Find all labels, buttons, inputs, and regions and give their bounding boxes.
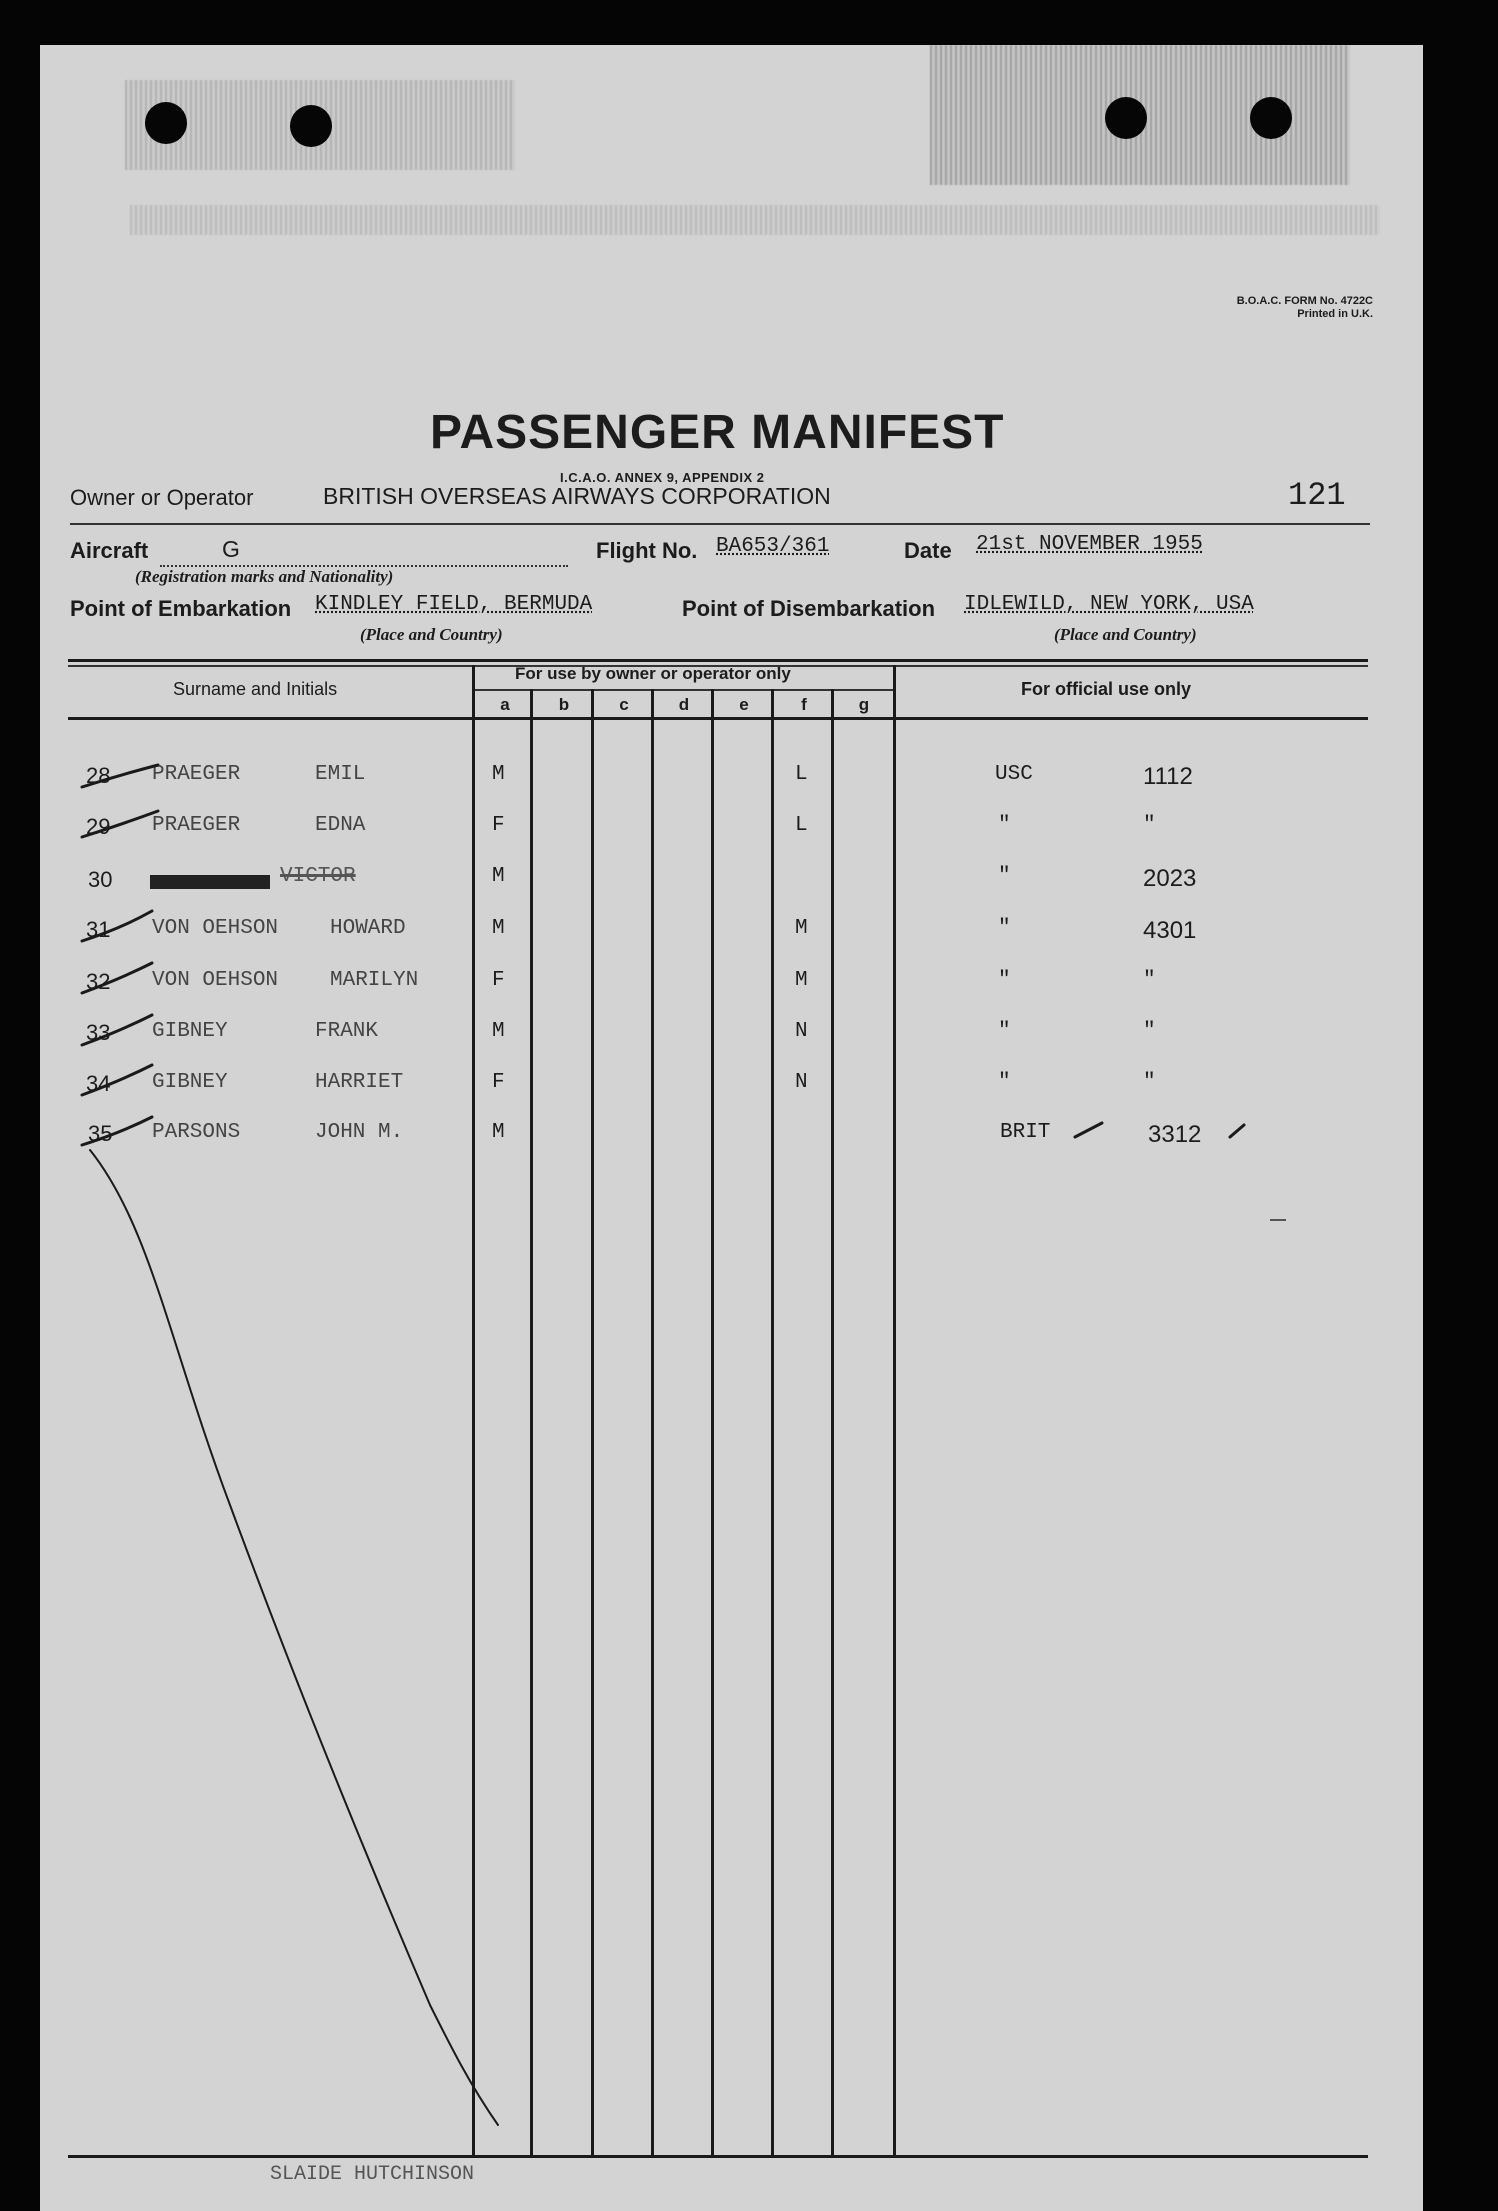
col-f-value: N [795,1071,808,1094]
col-b-header: b [558,695,570,714]
given-name: EMIL [315,763,366,786]
strike-mark-34 [82,1065,152,1095]
diagonal-line [90,1150,498,2125]
strike-mark-29 [82,811,158,837]
tick-3312 [1230,1125,1244,1137]
page-title: PASSENGER MANIFEST [430,406,1005,459]
official-code: 1112 [1143,763,1193,790]
strike-mark-33 [82,1015,152,1045]
row-number: 28 [86,763,111,788]
official-code: " [1143,814,1156,837]
col-a-value: M [492,763,505,786]
official-header: For official use only [1021,679,1192,699]
embarkation-value: KINDLEY FIELD, BERMUDA [315,593,593,616]
official-nationality: USC [995,763,1033,786]
surname: PRAEGER [152,814,241,837]
surname: GIBNEY [152,1020,228,1043]
official-code: " [1143,969,1156,992]
row-number: 33 [86,1020,111,1045]
registration-caption: (Registration marks and Nationality) [135,567,394,586]
disembarkation-caption: (Place and Country) [1054,625,1197,644]
surname: VON OEHSON [152,917,279,940]
row-number: 30 [88,867,113,892]
row-number: 32 [86,969,111,994]
manifest-sheet [40,45,1423,2211]
col-f-value: M [795,917,808,940]
given-name: HARRIET [315,1071,404,1094]
surname-header: Surname and Initials [173,679,338,699]
col-a-header: a [500,695,510,714]
col-f-value: N [795,1020,808,1043]
official-nationality: " [998,814,1011,837]
date-value: 21st NOVEMBER 1955 [976,533,1203,556]
given-name: JOHN M. [315,1121,404,1144]
col-a-value: F [492,1071,505,1094]
official-nationality: " [998,917,1011,940]
aircraft-label: Aircraft [70,538,149,563]
col-a-value: F [492,969,505,992]
official-nationality: " [998,865,1011,888]
disembarkation-label: Point of Disembarkation [682,596,936,621]
col-f-value: L [795,763,808,786]
strike-mark-32 [82,963,152,993]
col-a-value: M [492,1121,505,1144]
col-c-header: c [619,695,629,714]
surname: PRAEGER [152,763,241,786]
col-a-value: M [492,1020,505,1043]
given-name: HOWARD [330,917,406,940]
col-a-value: M [492,865,505,888]
official-nationality: BRIT [1000,1121,1051,1144]
col-f-value: M [795,969,808,992]
official-code: 3312 [1148,1121,1202,1148]
col-g-header: g [858,695,870,714]
table-bottom-rule [68,2155,1368,2158]
aircraft-value: G [222,536,240,562]
flight-value: BA653/361 [716,535,830,558]
page-number: 121 [1288,477,1346,514]
official-nationality: " [998,1071,1011,1094]
flight-label: Flight No. [596,538,698,563]
col-f-header: f [801,695,807,714]
official-nationality: " [998,969,1011,992]
col-f-value: L [795,814,808,837]
strike-mark-28 [82,765,158,787]
embarkation-label: Point of Embarkation [70,596,292,621]
owner-use-header: For use by owner or operator only [515,664,791,683]
footer-partial-text: SLAIDE HUTCHINSON [270,2163,475,2186]
embarkation-caption: (Place and Country) [360,625,503,644]
col-d-header: d [678,695,690,714]
surname: PARSONS [152,1121,241,1144]
official-nationality: " [998,1020,1011,1043]
official-code: 2023 [1143,865,1197,892]
given-name: VICTOR [280,865,356,888]
owner-label: Owner or Operator [70,485,254,510]
date-label: Date [904,538,952,563]
row-number: 35 [88,1121,113,1146]
row-number: 34 [86,1071,111,1096]
strike-mark-35 [82,1117,152,1145]
strike-mark-31 [82,911,152,941]
surname: GIBNEY [152,1071,228,1094]
surname: VON OEHSON [152,969,279,992]
owner-value: BRITISH OVERSEAS AIRWAYS CORPORATION [323,483,831,509]
given-name: FRANK [315,1020,379,1043]
row-number: 29 [86,814,111,839]
col-a-value: F [492,814,505,837]
given-name: EDNA [315,814,366,837]
printed-in: Printed in U.K. [1297,308,1373,320]
pen-marks [40,45,1423,2211]
col-a-value: M [492,917,505,940]
col-e-header: e [739,695,749,714]
official-code: " [1143,1071,1156,1094]
disembarkation-value: IDLEWILD, NEW YORK, USA [964,593,1254,616]
tick-brit [1075,1123,1102,1137]
form-number: B.O.A.C. FORM No. 4722C [1236,295,1373,307]
official-code: " [1143,1020,1156,1043]
official-code: 4301 [1143,917,1197,944]
row-number: 31 [86,917,111,942]
page-subtitle: I.C.A.O. ANNEX 9, APPENDIX 2 [560,470,765,485]
given-name: MARILYN [330,969,419,992]
